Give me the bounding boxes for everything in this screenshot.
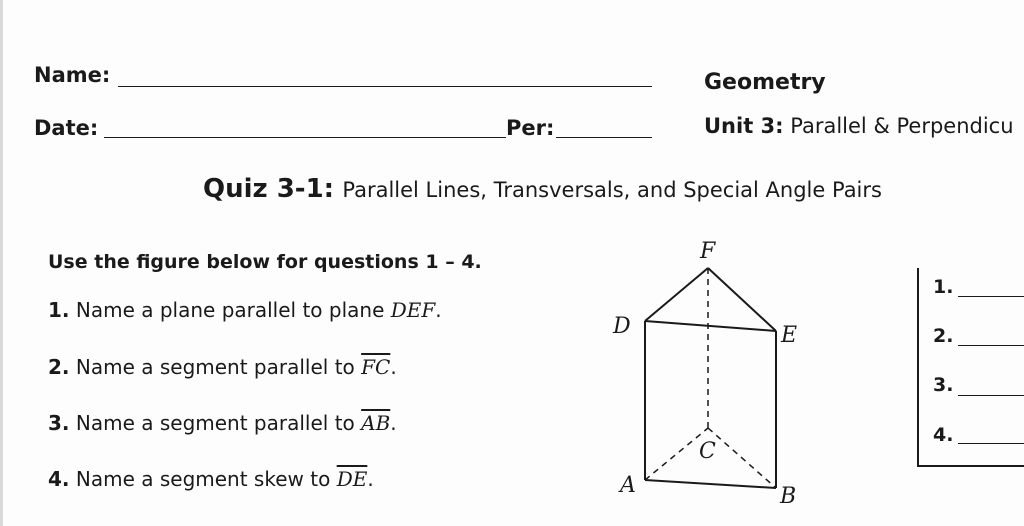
unit-label: Unit 3:	[704, 114, 784, 138]
answer-field-4[interactable]	[958, 443, 1024, 444]
instructions: Use the figure below for questions 1 – 4.	[48, 251, 482, 273]
name-label: Name:	[34, 63, 111, 87]
question-math: $\overline{FC}$	[361, 355, 391, 379]
question-number: 3.	[48, 411, 70, 435]
question-number: 4.	[48, 467, 70, 491]
quiz-title: Parallel Lines, Transversals, and Special Angle Pairs	[342, 178, 882, 202]
quiz-label: Quiz 3-1:	[203, 174, 335, 204]
question-end: .	[390, 411, 397, 435]
answer-label-3: 3.	[933, 374, 954, 396]
question-text: Name a segment skew to	[75, 467, 337, 491]
question-text: Name a segment parallel to	[75, 355, 362, 379]
course-title: Geometry	[704, 70, 826, 95]
vertex-label-F: F	[700, 239, 716, 264]
question-end: .	[367, 467, 374, 491]
vertex-label-B: B	[780, 484, 797, 509]
edge-CB-hidden	[708, 428, 776, 488]
answer-field-3[interactable]	[958, 395, 1024, 396]
question-end: .	[390, 355, 397, 379]
edge-DF	[645, 268, 708, 321]
edge-DE	[645, 321, 776, 331]
question-text: Name a plane parallel to plane	[75, 298, 391, 322]
edge-FE	[708, 268, 776, 331]
date-label: Date:	[34, 116, 99, 140]
question-number: 2.	[48, 355, 70, 379]
vertex-label-C: C	[699, 439, 716, 464]
question-number: 1.	[48, 298, 70, 322]
question-math: DEF	[390, 298, 436, 322]
answer-label-4: 4.	[933, 424, 954, 446]
question-text: Name a segment parallel to	[75, 411, 362, 435]
question-math: $\overline{DE}$	[336, 467, 368, 491]
edge-AB	[645, 480, 776, 488]
answer-label-2: 2.	[933, 325, 954, 347]
answer-box-bottom	[917, 465, 1024, 467]
answer-box-border	[917, 268, 919, 466]
answer-label-1: 1.	[933, 276, 954, 298]
vertex-label-A: A	[620, 473, 636, 498]
question-end: .	[435, 298, 442, 322]
unit-title: Parallel & Perpendicu	[790, 114, 1014, 138]
question-math: $\overline{AB}$	[361, 411, 391, 435]
answer-field-1[interactable]	[958, 296, 1024, 297]
answer-field-2[interactable]	[958, 345, 1024, 346]
vertex-label-D: D	[613, 314, 631, 339]
vertex-label-E: E	[781, 323, 798, 348]
per-label: Per:	[506, 116, 555, 140]
